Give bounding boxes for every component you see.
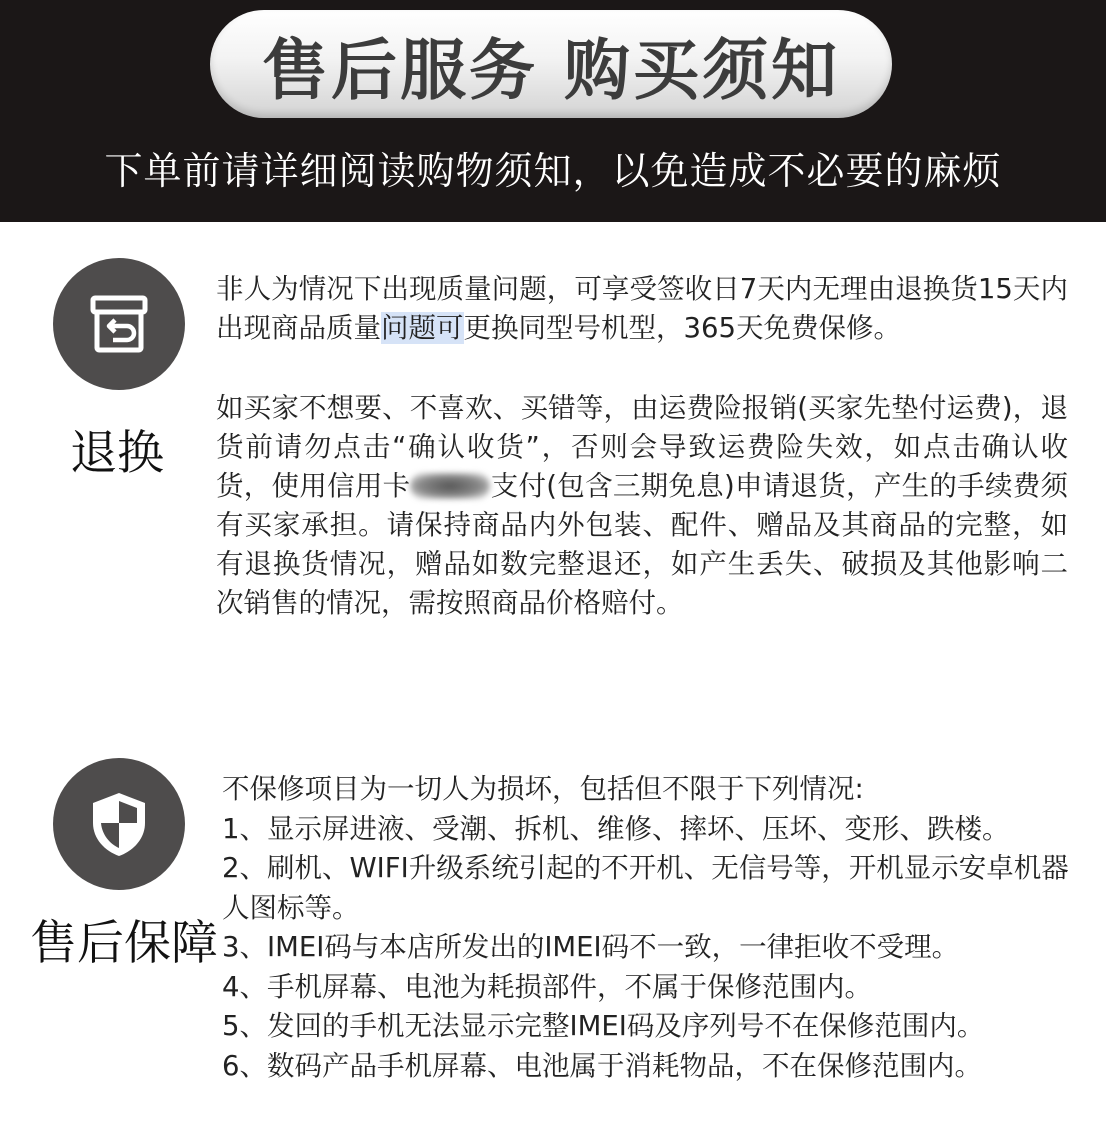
returns-p1-highlight: 问题可 (381, 312, 464, 344)
list-item: 2、刷机、WIFI升级系统引起的不开机、无信号等，开机显示安卓机器人图标等。 (222, 852, 1069, 924)
list-item: 4、手机屏幕、电池为耗损部件，不属于保修范围内。 (222, 970, 872, 1003)
returns-paragraph-1 (216, 270, 1068, 348)
returns-p2-text-end: 支付(包含三期免息)申请退货，产生的手续费须有买家承担。请保持商品内外包装、配件、赠品及其商品的完整，如有退换货情况，赠品如数完整退还，如产生丢失、破损及其他影响二次销售的情况，需按照商品价格赔付。 (216, 470, 1069, 619)
returns-p1-text-end: 更换同型号机型，365天免费保修。 (463, 312, 901, 344)
list-item: 5、发回的手机无法显示完整IMEI码及序列号不在保修范围内。 (222, 1010, 985, 1042)
page-title: 售后服务 购买须知 (262, 31, 840, 109)
returns-label: 退换 (70, 426, 164, 481)
list-item: 6、数码产品手机屏幕、电池属于消耗物品，不在保修范围内。 (222, 1049, 982, 1082)
list-item: 不保修项目为一切人为损坏，包括但不限于下列情况: (222, 773, 864, 805)
list-item: 3、IMEI码与本店所发出的IMEI码不一致，一律拒收不受理。 (222, 931, 960, 963)
warranty-label: 售后保障 (30, 916, 218, 971)
title-pill (210, 10, 892, 118)
returns-paragraph-2 (216, 389, 1068, 623)
redacted-blur (410, 473, 490, 499)
returns-p2-text: 如买家不想要、不喜欢、买错等，由运费险报销(买家先垫付运费)，退货前请勿点击“确认收货”，否则会导致运费险失效，如点击确认收货，使用信用卡 (216, 392, 1068, 502)
return-box-icon (53, 258, 185, 390)
returns-p1-text: 非人为情况下出现质量问题，可享受签收日7天内无理由退换货15天内出现商品质量 (216, 273, 1068, 344)
warranty-list (222, 770, 1082, 1086)
list-item: 1、显示屏进液、受潮、拆机、维修、摔坏、压坏、变形、跌楼。 (222, 812, 1010, 845)
page-subtitle: 下单前请详细阅读购物须知，以免造成不必要的麻烦 (104, 149, 1002, 193)
shield-icon (53, 758, 185, 890)
header-banner (0, 0, 1106, 222)
